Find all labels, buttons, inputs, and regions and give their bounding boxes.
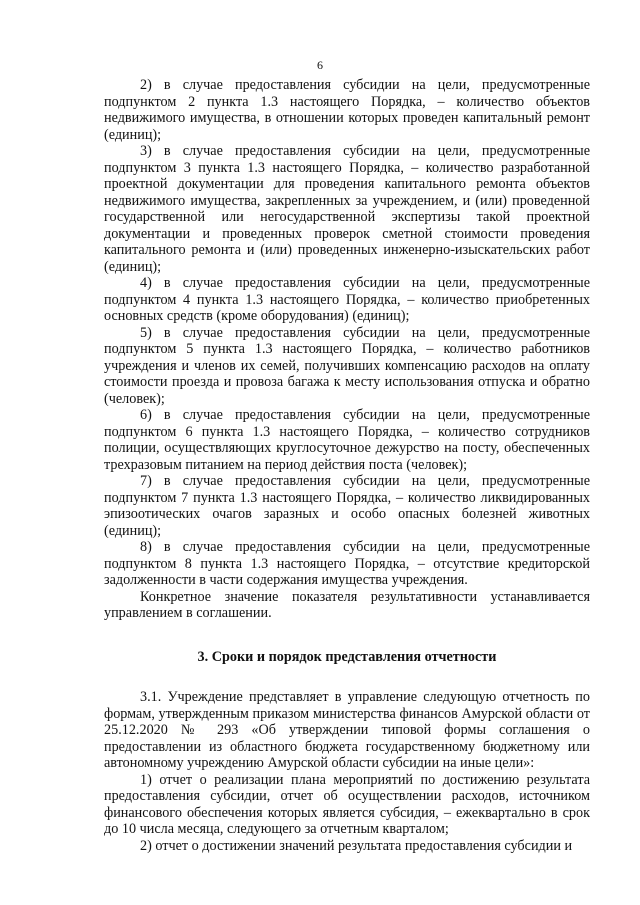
paragraph-item-5: 5) в случае предоставления субсидии на цели, предусмотренные подпунктом 5 пункта 1.3 настоящего Порядка, – количество работников учреждения и членов их семей, получивших компенсацию расходов на оплату стоимости проезда и провоза багажа к месту использования отпуска и обратно (человек); (104, 324, 590, 407)
page-number: 6 (317, 58, 323, 72)
paragraph-indicator-value: Конкретное значение показателя результативности устанавливается управлением в соглашении. (104, 588, 590, 621)
paragraph-3-1: 3.1. Учреждение представляет в управление следующую отчетность по формам, утвержденным приказом министерства финансов Амурской области от 25.12.2020 № 293 «Об утверждении типовой формы соглашения о предоставлении из областного бюджета государственному бюджетному или автономному учреждению Амурской области субсидии на иные цели»: (104, 689, 590, 771)
paragraph-item-2: 2) в случае предоставления субсидии на цели, предусмотренные подпунктом 2 пункта 1.3 настоящего Порядка, – количество объектов недвижимого имущества, в отношении которых проведен капитальный ремонт (единиц); (104, 77, 590, 143)
paragraph-item-4: 4) в случае предоставления субсидии на цели, предусмотренные подпунктом 4 пункта 1.3 настоящего Порядка, – количество приобретенных основных средств (кроме оборудования) (единиц); (104, 275, 590, 324)
paragraph-report-2: 2) отчет о достижении значений результата предоставления субсидии и (140, 837, 573, 854)
document-body (104, 77, 590, 854)
paragraph-item-7: 7) в случае предоставления субсидии на цели, предусмотренные подпунктом 7 пункта 1.3 настоящего Порядка, – количество ликвидированных эпизоотических очагов заразных и особо опасных болезней животных (единиц); (104, 473, 590, 539)
section-heading: 3. Сроки и порядок представления отчетности (197, 648, 497, 665)
paragraph-item-8: 8) в случае предоставления субсидии на цели, предусмотренные подпунктом 8 пункта 1.3 настоящего Порядка, – отсутствие кредиторской задолженности в части содержания имущества учреждения. (104, 539, 590, 588)
paragraph-item-3: 3) в случае предоставления субсидии на цели, предусмотренные подпунктом 3 пункта 1.3 настоящего Порядка, – количество разработанной проектной документации для проведения капитального ремонта объектов недвижимого имущества, закрепленных за учреждением, и (или) проведенной государственной или негосударственной экспертизы такой проектной документации и проведенных проверок сметной стоимости проведения капитального ремонта и (или) проведенных инженерно-изыскательских работ (единиц); (104, 143, 590, 275)
paragraph-item-6: 6) в случае предоставления субсидии на цели, предусмотренные подпунктом 6 пункта 1.3 настоящего Порядка, – количество сотрудников полиции, осуществляющих круглосуточное дежурство на посту, обеспеченных трехразовым питанием на период действия поста (человек); (104, 407, 590, 473)
paragraph-report-1: 1) отчет о реализации плана мероприятий по достижению результата предоставления субсидии, отчет об осуществлении расходов, источником финансового обеспечения которых является субсидия, – ежеквартально в срок до 10 числа месяца, следующего за отчетным кварталом; (104, 771, 590, 837)
